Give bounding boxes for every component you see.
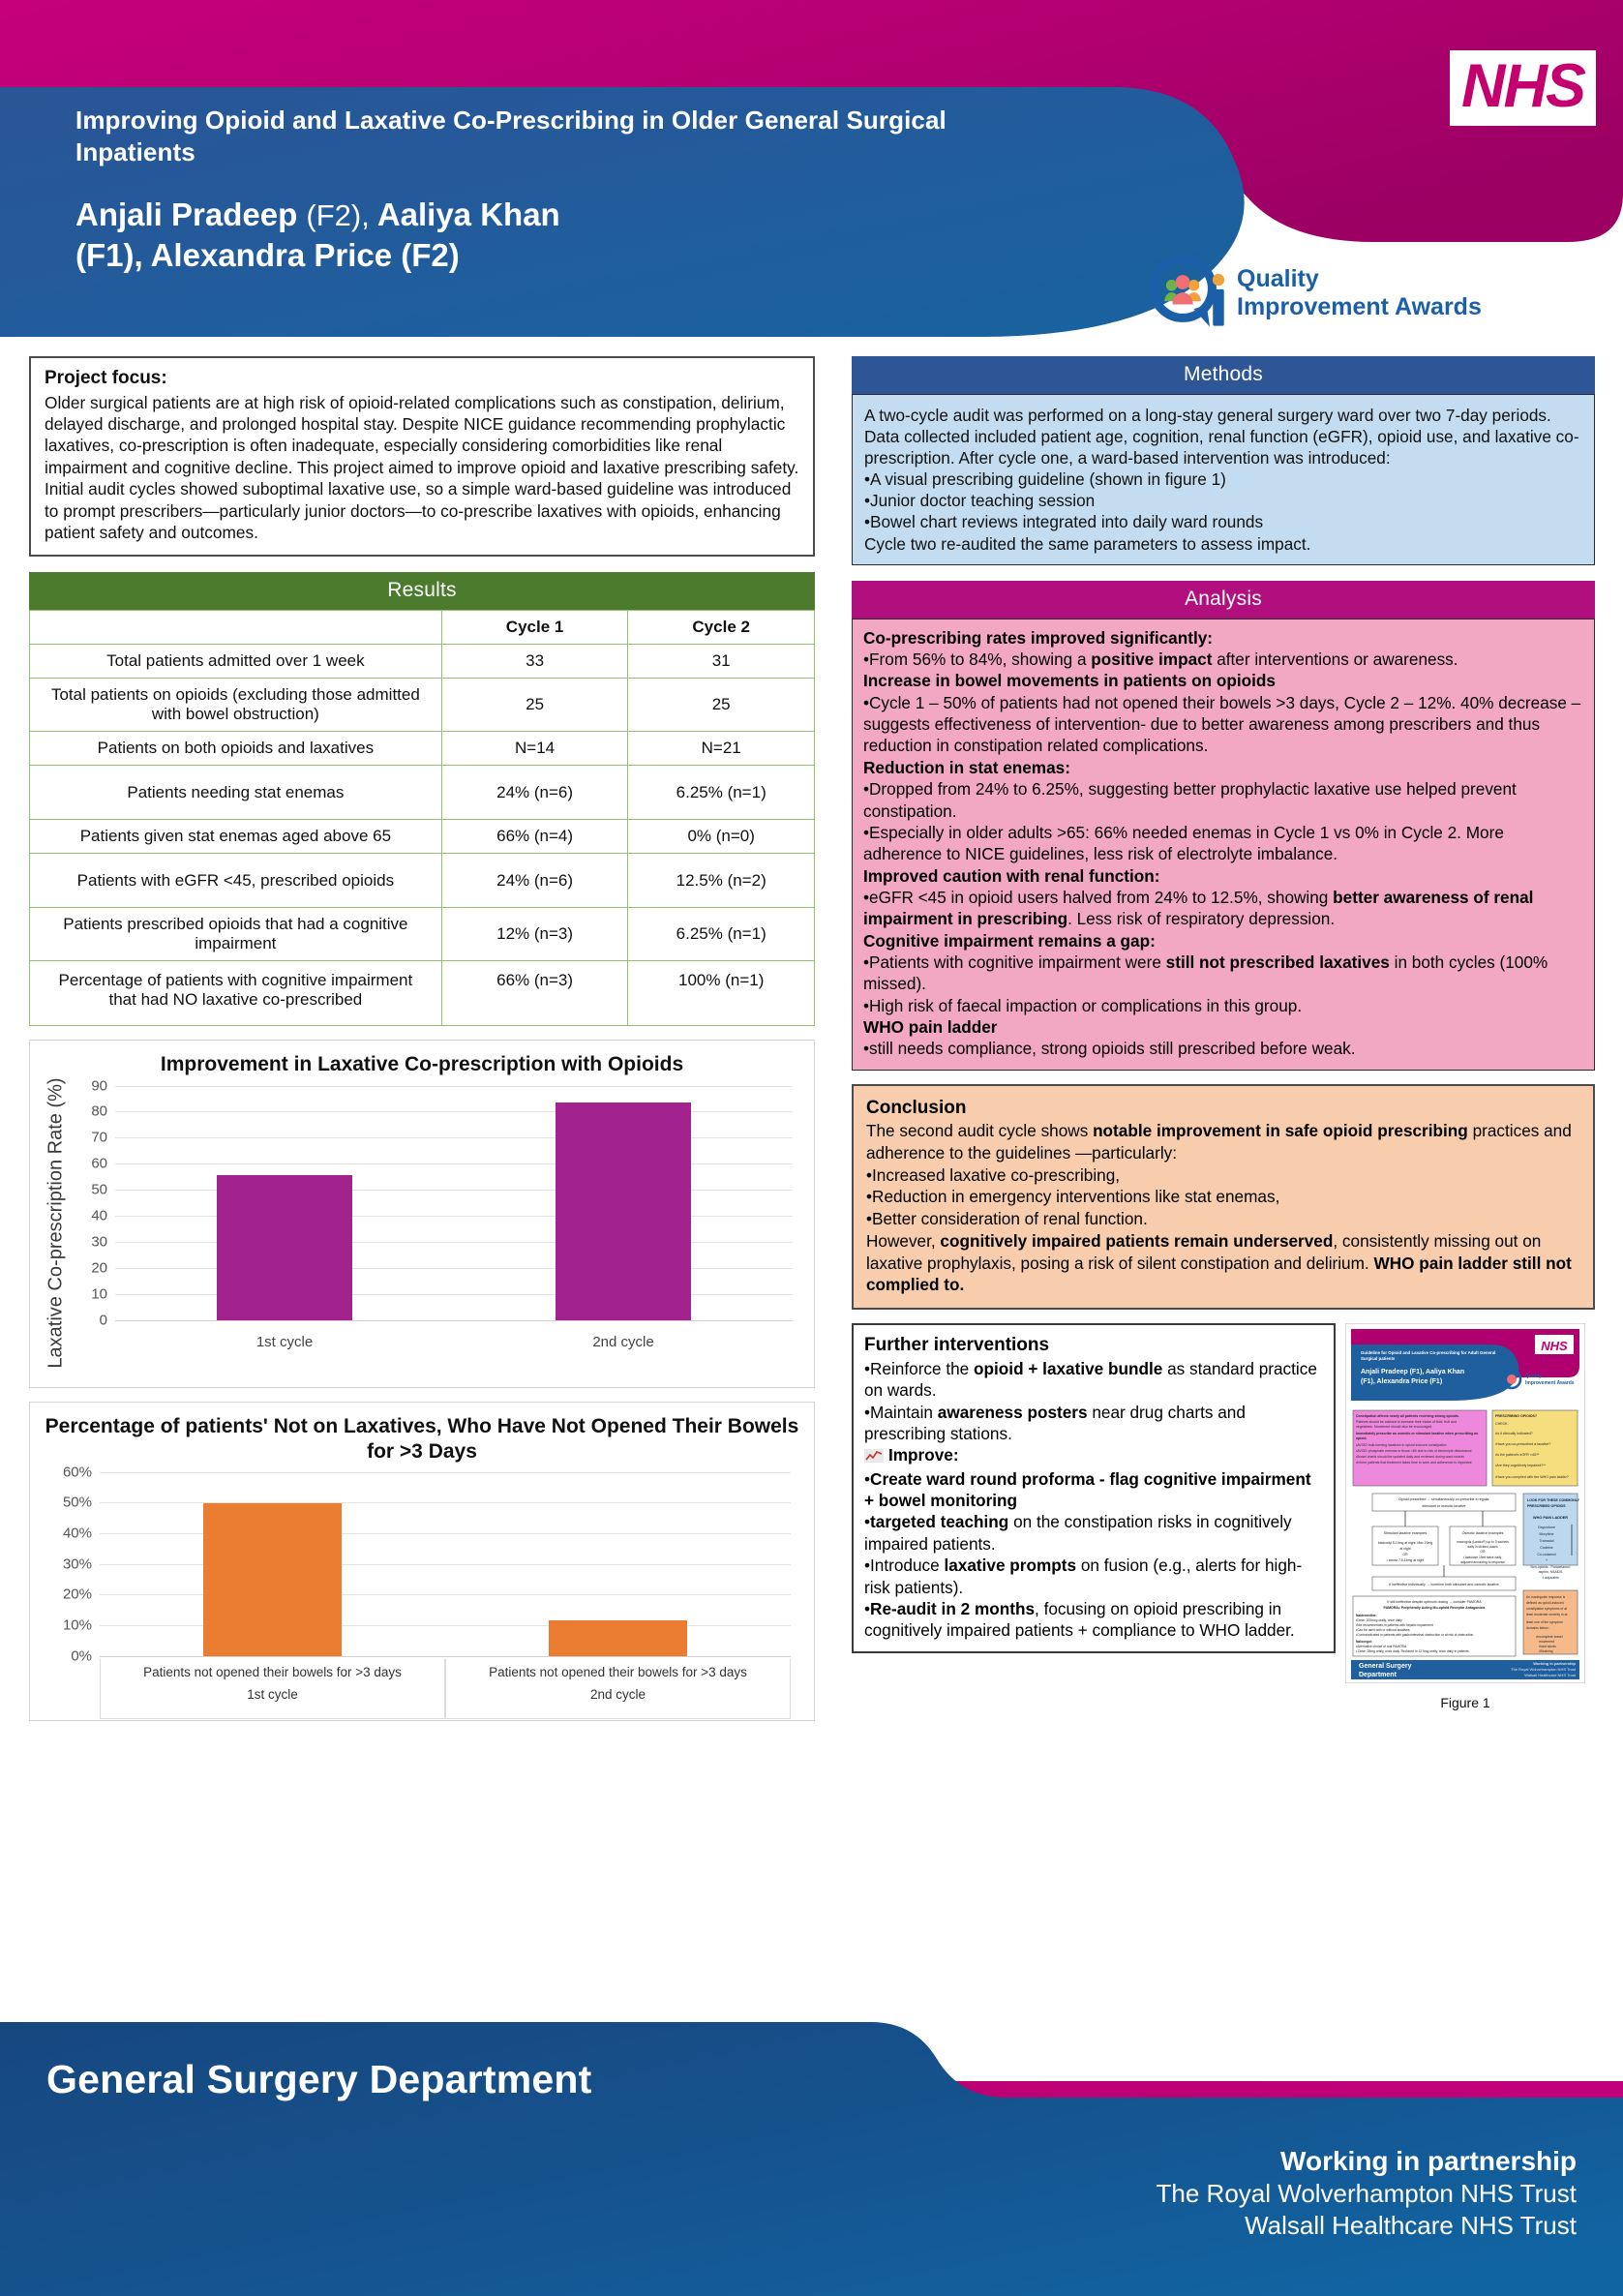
svg-text:Constipation affects nearly al: Constipation affects nearly all patients receiving strong opioids. <box>1356 1414 1459 1419</box>
svg-text:Quality: Quality <box>1525 1374 1542 1380</box>
chart-y-tick-label: 40 <box>91 1207 107 1224</box>
analysis-block-heading: Increase in bowel movements in patients on opioids <box>863 671 1276 691</box>
row-label: Patients with eGFR <45, prescribed opioids <box>30 854 442 908</box>
row-label: Percentage of patients with cognitive impairment that had NO laxative co-prescribed <box>30 961 442 1026</box>
svg-text:•Can be used with or without l: •Can be used with or without laxatives <box>1356 1628 1410 1633</box>
conclusion-title: Conclusion <box>866 1097 967 1118</box>
chart-2-title: Percentage of patients' Not on Laxatives, Who Have Not Opened Their Bowels for >3 Days <box>45 1415 799 1463</box>
svg-text:OR: OR <box>1480 1550 1486 1555</box>
svg-text:Guideline for Opioid and Laxat: Guideline for Opioid and Laxative Co-prescribing for Adult General <box>1361 1350 1496 1356</box>
row-cycle2-value: 31 <box>628 645 815 679</box>
svg-text:± adjuvants: ± adjuvants <box>1542 1576 1559 1581</box>
table-row <box>30 732 815 766</box>
project-focus-body: Older surgical patients are at high risk of opioid-related complications such as constipation, delirium, delayed discharge, and prolonged hospital stay. Despite NICE guidance recommending prophylactic laxatives, co-prescription is often inadequate, especially considering comorbidities like renal impairment and cognitive decline. This project aimed to improve opioid and laxative prescribing safety. Initial audit cycles showed suboptimal laxative use, so a simple ward-based guideline was introduced to prompt prescribers—particularly junior doctors—to co-prescribe laxatives with opioids, enhancing patient safety and outcomes. <box>45 392 799 542</box>
analysis-block-heading: Co-prescribing rates improved significantly: <box>863 627 1214 648</box>
svg-text:bisacodyl 5-10mg at night. Max: bisacodyl 5-10mg at night. Max 20mg <box>1377 1541 1433 1546</box>
table-row <box>30 766 815 820</box>
chart-1-title: Improvement in Laxative Co-prescription with Opioids <box>160 1053 684 1076</box>
svg-text:adjusted according to response: adjusted according to response <box>1460 1560 1505 1565</box>
analysis-block-line: •Patients with cognitive impairment were still not prescribed laxatives in both cycles (100% missed). <box>863 952 1548 994</box>
chart-2-plot <box>62 1464 791 1665</box>
chart-y-tick-label: 10 <box>91 1285 107 1303</box>
author-2: Aaliya Khan <box>376 196 560 232</box>
chart-y-tick-label: 50% <box>62 1494 92 1511</box>
further-intervention-line: •Reinforce the opioid + laxative bundle as standard practice on wards. <box>864 1358 1317 1401</box>
svg-text:•Is the patient's eGFR <45?*: •Is the patient's eGFR <45?* <box>1495 1453 1540 1458</box>
svg-text:Improvement Awards: Improvement Awards <box>1525 1380 1575 1387</box>
chart-gridline <box>91 1155 793 1172</box>
chart-y-tick-label: 30 <box>91 1233 107 1251</box>
left-column <box>29 356 815 1735</box>
svg-text:Immediately prescribe an osmot: Immediately prescribe an osmotic or stimulant laxative when prescribing an <box>1356 1432 1479 1436</box>
author-1: Anjali Pradeep <box>75 196 298 232</box>
svg-text:•Not recommended in patients w: •Not recommended in patients with hepatic impairment <box>1356 1623 1433 1628</box>
svg-text:•AVOID bulk-forming laxatives: •AVOID bulk-forming laxatives in opioid induced constipation <box>1356 1443 1447 1448</box>
chart-y-tick-label: 0% <box>71 1647 92 1665</box>
chart-y-tick-label: 20 <box>91 1259 107 1277</box>
svg-text:Osmotic laxative examples: Osmotic laxative examples <box>1461 1531 1504 1536</box>
svg-text:daily in divided doses: daily in divided doses <box>1467 1545 1498 1550</box>
svg-text:•Inform patients that treatmen: •Inform patients that treatment takes time to work and adherence is important <box>1356 1461 1472 1465</box>
analysis-block-line: •still needs compliance, strong opioids still prescribed before weak. <box>863 1039 1356 1059</box>
svg-text:movement: movement <box>1539 1640 1554 1645</box>
chart-y-tick-label: 20% <box>62 1586 92 1603</box>
svg-text:Co-codamol: Co-codamol <box>1537 1553 1556 1557</box>
svg-text:OR: OR <box>1402 1553 1408 1557</box>
chart-y-tick-label: 0 <box>99 1312 107 1329</box>
page-title: Improving Opioid and Laxative Co-Prescribing in Older General Surgical Inpatients <box>75 106 947 167</box>
conclusion-bullet: •Reduction in emergency interventions like stat enemas, <box>866 1187 1280 1207</box>
chart-y-tick-label: 60% <box>62 1464 92 1481</box>
table-row <box>30 908 815 961</box>
row-cycle2-value: 6.25% (n=1) <box>628 908 815 961</box>
chart-bar <box>556 1103 691 1321</box>
row-cycle1-value: 33 <box>441 645 628 679</box>
row-cycle1-value: 66% (n=4) <box>441 820 628 854</box>
chart-y-tick-label: 70 <box>91 1129 107 1146</box>
analysis-block-line: •From 56% to 84%, showing a positive impact after interventions or awareness. <box>863 650 1458 670</box>
svg-text:•Dose: 200mcg orally, once dai: •Dose: 200mcg orally, once daily <box>1356 1618 1402 1623</box>
poster-footer <box>0 1991 1623 2296</box>
chart-category-label: 1st cycle <box>255 1333 314 1350</box>
chart-subcategory-label: 2nd cycle <box>589 1686 646 1702</box>
partnership-title: Working in partnership <box>1280 2146 1577 2176</box>
chart-category-label: 2nd cycle <box>592 1333 654 1350</box>
table-row <box>30 679 815 732</box>
svg-text:Naldemedine:: Naldemedine: <box>1356 1614 1377 1618</box>
row-cycle2-value: N=21 <box>628 732 815 766</box>
chart-y-tick-label: 10% <box>62 1616 92 1634</box>
svg-text:Tramadol: Tramadol <box>1539 1539 1554 1544</box>
svg-text:Stimulant laxative examples: Stimulant laxative examples <box>1383 1531 1428 1536</box>
row-label: Patients on both opioids and laxatives <box>30 732 442 766</box>
svg-text:CHECK:: CHECK: <box>1495 1422 1509 1427</box>
chart-gridline <box>91 1077 793 1095</box>
qi-logo-line-1: Quality <box>1237 265 1319 292</box>
row-cycle2-value: 0% (n=0) <box>628 820 815 854</box>
svg-text:+: + <box>1545 1558 1548 1563</box>
row-label: Patients prescribed opioids that had a cognitive impairment <box>30 908 442 961</box>
svg-text:•Straining: •Straining <box>1539 1649 1553 1654</box>
svg-text:•Contraindicated in patients w: •Contraindicated in patients with gastrointestinal obstruction or at risk of obstruction <box>1356 1633 1474 1638</box>
methods-bullet: •A visual prescribing guideline (shown in figure 1) <box>864 469 1226 490</box>
analysis-block-line: •Cycle 1 – 50% of patients had not opened their bowels >3 days, Cycle 2 – 12%. 40% decrease – suggests effectiveness of intervention- due to better awareness among prescribers and thus reduction in constipation related complications. <box>863 692 1581 756</box>
table-row <box>30 854 815 908</box>
analysis-block-line: •Dropped from 24% to 6.25%, suggesting better prophylactic laxative use helped prevent constipation. <box>863 779 1517 821</box>
department-title: General Surgery Department <box>46 2057 592 2101</box>
results-table <box>29 610 815 1026</box>
svg-text:•Have you co-prescribed a laxa: •Have you co-prescribed a laxative? <box>1495 1442 1551 1447</box>
svg-text:NHS: NHS <box>1541 1339 1568 1354</box>
chart-category-cell <box>445 1659 791 1719</box>
qi-logo-text <box>1237 265 1482 321</box>
conclusion-bullet: •Better consideration of renal function. <box>866 1209 1148 1229</box>
figure-1-thumbnail <box>1345 1323 1585 1683</box>
svg-text:aspirin, NSAIDS: aspirin, NSAIDS <box>1538 1570 1563 1575</box>
analysis-block-heading: Improved caution with renal function: <box>863 865 1160 886</box>
chart-y-tick-label: 50 <box>91 1181 107 1198</box>
row-cycle2-value: 6.25% (n=1) <box>628 766 815 820</box>
further-intervention-line: •Create ward round proforma - flag cognitive impairment + bowel monitoring <box>864 1468 1311 1511</box>
nhs-logo: NHS <box>1450 50 1596 126</box>
row-cycle1-value: 12% (n=3) <box>441 908 628 961</box>
svg-text:Anjali Pradeep (F1), Aaliya: Anjali Pradeep (F1), Aaliya Khan <box>1361 1369 1465 1376</box>
chart-gridline <box>62 1464 791 1481</box>
further-intervention-line: •Maintain awareness posters near drug charts and prescribing stations. <box>864 1402 1246 1444</box>
svg-text:opioid.: opioid. <box>1356 1436 1368 1441</box>
chart-bar <box>549 1620 687 1657</box>
methods-heading: Methods <box>852 356 1595 394</box>
further-interventions-panel <box>852 1323 1336 1652</box>
analysis-block-line: •eGFR <45 in opioid users halved from 24% to 12.5%, showing better awareness of renal impairment in prescribing. Less risk of respiratory depression. <box>863 887 1534 929</box>
svg-text:least one of the symptom: least one of the symptom <box>1526 1620 1563 1625</box>
row-cycle2-value: 100% (n=1) <box>628 961 815 1026</box>
further-intervention-line: Improve: <box>864 1444 1323 1467</box>
svg-text:PRESCRIBING OPIOIDS?: PRESCRIBING OPIOIDS? <box>1495 1414 1538 1419</box>
analysis-block-heading: WHO pain ladder <box>863 1017 998 1038</box>
row-cycle2-value: 25 <box>628 679 815 732</box>
analysis-block-heading: Reduction in stat enemas: <box>863 757 1070 777</box>
results-heading: Results <box>29 572 815 610</box>
row-label: Patients needing stat enemas <box>30 766 442 820</box>
svg-text:Department: Department <box>1359 1672 1397 1679</box>
row-label: Total patients admitted over 1 week <box>30 645 442 679</box>
table-row <box>30 645 815 679</box>
svg-text:•Have you complied with the WH: •Have you complied with the WHO pain ladder? <box>1495 1475 1569 1480</box>
chart-bowels-not-opened <box>29 1402 815 1721</box>
svg-text:domains below:: domains below: <box>1526 1626 1549 1631</box>
svg-text:least moderate severity in at: least moderate severity in at <box>1526 1613 1568 1617</box>
quality-improvement-awards-logo <box>1148 254 1482 333</box>
qi-logo-line-2: Improvement Awards <box>1237 293 1482 320</box>
svg-text:LOOK FOR THESE COMMONLY: LOOK FOR THESE COMMONLY <box>1527 1498 1579 1503</box>
svg-text:Patients should be advised to: Patients should be advised to increase their intake of fluid, fruit and <box>1356 1420 1457 1425</box>
row-cycle1-value: N=14 <box>441 732 628 766</box>
further-intervention-line: •targeted teaching on the constipation risks in cognitively impaired patients. <box>864 1512 1292 1554</box>
svg-text:PAMORA= Peripherally Acting Mu: PAMORA= Peripherally Acting Mu-opioid Receptor Antagonists <box>1383 1606 1486 1611</box>
methods-panel <box>852 356 1595 565</box>
further-intervention-line: •Introduce laxative prompts on fusion (e.g., alerts for high-risk patients). <box>864 1556 1303 1597</box>
methods-paragraph: A two-cycle audit was performed on a long-stay general surgery ward over two 7-day periods. Data collected included patient age, cognition, renal function (eGFR), opioid use, and laxative co-prescription. After cycle one, a ward-based intervention was introduced: <box>864 406 1579 468</box>
table-row <box>30 961 815 1026</box>
row-cycle2-value: 12.5% (n=2) <box>628 854 815 908</box>
chart-gridline <box>91 1103 793 1120</box>
svg-text:Naloxegol:: Naloxegol: <box>1356 1640 1372 1645</box>
table-col-blank <box>30 611 442 645</box>
author-list <box>75 195 1024 278</box>
svg-text:(F1), Alexandra Price (F1): (F1), Alexandra Price (F1) <box>1361 1378 1443 1386</box>
figure-1-wrap <box>1345 1323 1585 1710</box>
qi-mark-icon <box>1148 254 1227 333</box>
conclusion-paragraph-1: The second audit cycle shows notable improvement in safe opioid prescribing practices and adherence to the guidelines —particularly: <box>866 1121 1572 1163</box>
chart-y-tick-label: 80 <box>91 1103 107 1120</box>
analysis-block-line: •Especially in older adults >65: 66% needed enemas in Cycle 1 vs 0% in Cycle 2. More adherence to NICE guidelines, less risk of electrolyte imbalance. <box>863 822 1504 864</box>
chart-1-ylabel: Laxative Co-prescription Rate (%) <box>45 1077 67 1369</box>
svg-text:constipation symptoms of at: constipation symptoms of at <box>1526 1607 1568 1612</box>
methods-bullet: •Junior doctor teaching session <box>864 491 1096 511</box>
chart-category-label: Patients not opened their bowels for >3 days <box>489 1664 747 1679</box>
svg-text:macrogols (Laxido®) up to 3 sa: macrogols (Laxido®) up to 3 sachets <box>1457 1540 1509 1545</box>
svg-text:stimulant or osmotic laxative: stimulant or osmotic laxative <box>1422 1504 1466 1509</box>
chart-category-cell <box>100 1659 445 1719</box>
table-row <box>30 820 815 854</box>
svg-text:•AVOID phosphate enemas in tho: •AVOID phosphate enemas in those >65 due to risk of electrolyte disturbance <box>1356 1449 1472 1454</box>
project-focus-panel <box>29 356 815 557</box>
analysis-heading: Analysis <box>852 581 1595 619</box>
row-cycle1-value: 24% (n=6) <box>441 766 628 820</box>
chart-1-ylabel-wrap <box>40 1077 73 1369</box>
chart-1-category-labels <box>115 1334 793 1350</box>
svg-text:•Are they cognitively impaired: •Are they cognitively impaired?** <box>1495 1464 1546 1468</box>
chart-baseline <box>100 1656 791 1657</box>
methods-bullet: •Bowel chart reviews integrated into daily ward rounds <box>864 512 1264 532</box>
methods-body <box>852 394 1595 565</box>
chart-y-tick-label: 90 <box>91 1077 107 1095</box>
chart-baseline <box>115 1320 793 1321</box>
svg-text:Oxycodone: Oxycodone <box>1537 1526 1556 1530</box>
svg-text:•Is it clinically indicated?: •Is it clinically indicated? <box>1495 1432 1533 1436</box>
analysis-body <box>852 619 1595 1071</box>
analysis-block-heading: Cognitive impairment remains a gap: <box>863 930 1156 951</box>
partnership-trust-1: The Royal Wolverhampton NHS Trust <box>1156 2179 1577 2209</box>
svg-text:If ineffective individually →: If ineffective individually → combine both stimulant and osmotic laxative <box>1389 1583 1499 1587</box>
chart-1-plot <box>91 1077 793 1329</box>
row-label: Total patients on opioids (excluding those admitted with bowel obstruction) <box>30 679 442 732</box>
right-column <box>852 356 1595 1710</box>
analysis-panel <box>852 581 1595 1071</box>
row-cycle1-value: 66% (n=3) <box>441 961 628 1026</box>
project-focus-title: Project focus: <box>45 368 167 388</box>
results-table-body <box>30 645 815 1026</box>
row-cycle1-value: 24% (n=6) <box>441 854 628 908</box>
partnership-block <box>1157 2144 1577 2242</box>
svg-text:• Dose: 25mg orally, once dail: • Dose: 25mg orally, once daily. Reduced to 12.5mg orally, once daily in patients <box>1356 1649 1469 1654</box>
chart-bar <box>203 1503 342 1656</box>
chart-subcategory-label: 1st cycle <box>247 1686 298 1702</box>
svg-text:Walsall Healthcare NHS Trust: Walsall Healthcare NHS Trust <box>1524 1673 1576 1678</box>
chart-category-label: Patients not opened their bowels for >3 days <box>143 1664 402 1679</box>
methods-closing: Cycle two re-audited the same parameters to assess impact. <box>864 533 1311 554</box>
table-col-cycle1: Cycle 1 <box>441 611 628 645</box>
svg-text:PRESCRIBED OPIOIDS: PRESCRIBED OPIOIDS <box>1527 1504 1566 1509</box>
svg-text:Opioid prescribed → simultane: Opioid prescribed → simultaneously co-prescribe a regular <box>1398 1497 1489 1502</box>
svg-text:vegetables. Movement should al: vegetables. Movement should also be encouraged. <box>1356 1425 1433 1430</box>
svg-text:• lactulose 15ml twice daily,: • lactulose 15ml twice daily, <box>1463 1556 1502 1560</box>
results-panel <box>29 572 815 1026</box>
svg-text:at night: at night <box>1399 1547 1411 1552</box>
svg-text:Morphine: Morphine <box>1539 1532 1554 1537</box>
author-3: (F1), Alexandra Price (F2) <box>75 237 460 274</box>
conclusion-paragraph-2: However, cognitively impaired patients remain underserved, consistently missing out on laxative prophylaxis, posing a risk of silent constipation and delirium. WHO pain ladder still not complied to. <box>866 1230 1572 1295</box>
svg-text:•Incomplete bowel: •Incomplete bowel <box>1536 1635 1563 1640</box>
svg-text:Codeine: Codeine <box>1540 1546 1553 1551</box>
poster-header <box>0 0 1623 350</box>
chart-bar <box>217 1175 352 1321</box>
further-interventions-row <box>852 1323 1595 1710</box>
svg-text:•Alternative choice of oral PA: •Alternative choice of oral PAMORA <box>1356 1645 1407 1649</box>
partnership-trust-2: Walsall Healthcare NHS Trust <box>1245 2211 1577 2241</box>
table-header-row <box>30 611 815 645</box>
svg-text:Working in partnership: Working in partnership <box>1533 1661 1576 1667</box>
chart-y-tick-label: 60 <box>91 1155 107 1172</box>
svg-text:•Bowel charts should be update: •Bowel charts should be updated daily and reviewed during ward rounds <box>1356 1455 1464 1460</box>
analysis-block-line: •High risk of faecal impaction or complications in this group. <box>863 995 1303 1015</box>
svg-text:An inadequate response is: An inadequate response is <box>1526 1595 1566 1600</box>
svg-text:•hard stools: •hard stools <box>1539 1645 1556 1649</box>
chart-gridline <box>91 1129 793 1146</box>
svg-text:WHO PAIN LADDER: WHO PAIN LADDER <box>1533 1516 1568 1521</box>
row-cycle1-value: 25 <box>441 679 628 732</box>
chart-y-tick-label: 40% <box>62 1525 92 1542</box>
svg-text:• senna 7.5-15mg at night: • senna 7.5-15mg at night <box>1386 1558 1425 1563</box>
table-col-cycle2: Cycle 2 <box>628 611 815 645</box>
svg-text:defined as opioid-induced: defined as opioid-induced <box>1526 1601 1564 1606</box>
chart-2-category-labels <box>100 1659 791 1719</box>
further-interventions-list <box>864 1358 1323 1642</box>
figure-1-caption: Figure 1 <box>1440 1695 1490 1711</box>
further-interventions-title: Further interventions <box>864 1335 1050 1356</box>
svg-text:If still ineffective despite o: If still ineffective despite optimum dosing → consider PAMORA <box>1387 1600 1482 1605</box>
chart-y-tick-label: 30% <box>62 1556 92 1573</box>
conclusion-panel <box>852 1084 1595 1310</box>
further-intervention-line: •Re-audit in 2 months, focusing on opioid prescribing in cognitively impaired patients + compliance to WHO ladder. <box>864 1598 1295 1641</box>
svg-text:The Royal Wolverhampton NHS Tr: The Royal Wolverhampton NHS Trust <box>1511 1667 1576 1673</box>
chart-laxative-coprescription <box>29 1040 815 1388</box>
svg-text:Surgical patients: Surgical patients <box>1361 1356 1396 1362</box>
svg-text:General Surgery: General Surgery <box>1359 1663 1412 1671</box>
conclusion-bullet: •Increased laxative co-prescribing, <box>866 1164 1121 1185</box>
row-label: Patients given stat enemas aged above 65 <box>30 820 442 854</box>
author-1-grade: (F2), <box>306 197 370 232</box>
title-block <box>75 105 1024 277</box>
svg-text:Non-opioids - Paracetamol,: Non-opioids - Paracetamol, <box>1530 1565 1571 1570</box>
line-chart-icon <box>864 1446 884 1467</box>
